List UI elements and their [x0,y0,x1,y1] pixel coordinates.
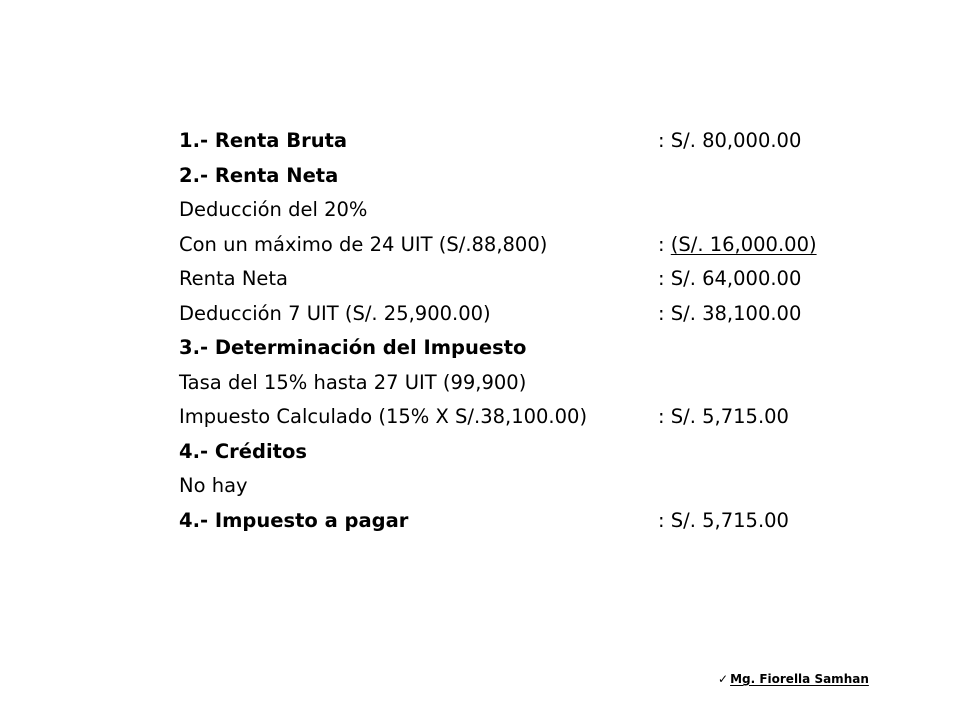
row-label: Deducción 7 UIT (S/. 25,900.00) [179,301,491,325]
row-creditos-heading [179,435,859,470]
row-determinacion-impuesto-heading [179,331,859,366]
row-value: : S/. 5,715.00 [658,508,789,532]
row-value-prefix: : [658,232,671,256]
row-deduccion-20 [179,193,859,228]
row-renta-neta-heading [179,159,859,194]
row-label: Impuesto Calculado (15% X S/.38,100.00) [179,405,588,428]
row-value: : S/. 80,000.00 [658,129,802,152]
row-impuesto-calculado [179,400,859,435]
author-signature [718,670,869,688]
row-label: 4.- Créditos [179,439,307,463]
row-renta-bruta [179,124,859,159]
row-label: 2.- Renta Neta [179,163,339,187]
author-name: Mg. Fiorella Samhan [730,672,869,686]
row-label: 3.- Determinación del Impuesto [179,336,527,359]
row-value: : S/. 38,100.00 [658,301,802,325]
row-deduccion-7-uit [179,297,859,332]
row-label: Tasa del 15% hasta 27 UIT (99,900) [179,370,527,394]
row-label: Deducción del 20% [179,198,368,221]
checkmark-icon: ✓ [718,672,729,686]
row-label: 1.- Renta Bruta [179,129,348,152]
row-label: Renta Neta [179,267,289,290]
row-impuesto-a-pagar [179,504,859,539]
row-renta-neta [179,262,859,297]
row-value: : S/. 5,715.00 [658,405,789,428]
row-label: No hay [179,474,248,497]
tax-calculation-document [179,124,859,538]
row-tasa-15 [179,366,859,401]
row-value-underlined: (S/. 16,000.00) [670,232,817,256]
row-value [658,228,817,263]
row-no-hay [179,469,859,504]
row-maximo-24-uit [179,228,859,263]
row-label: Con un máximo de 24 UIT (S/.88,800) [179,232,548,256]
row-value: : S/. 64,000.00 [658,267,802,290]
row-label: 4.- Impuesto a pagar [179,508,409,532]
